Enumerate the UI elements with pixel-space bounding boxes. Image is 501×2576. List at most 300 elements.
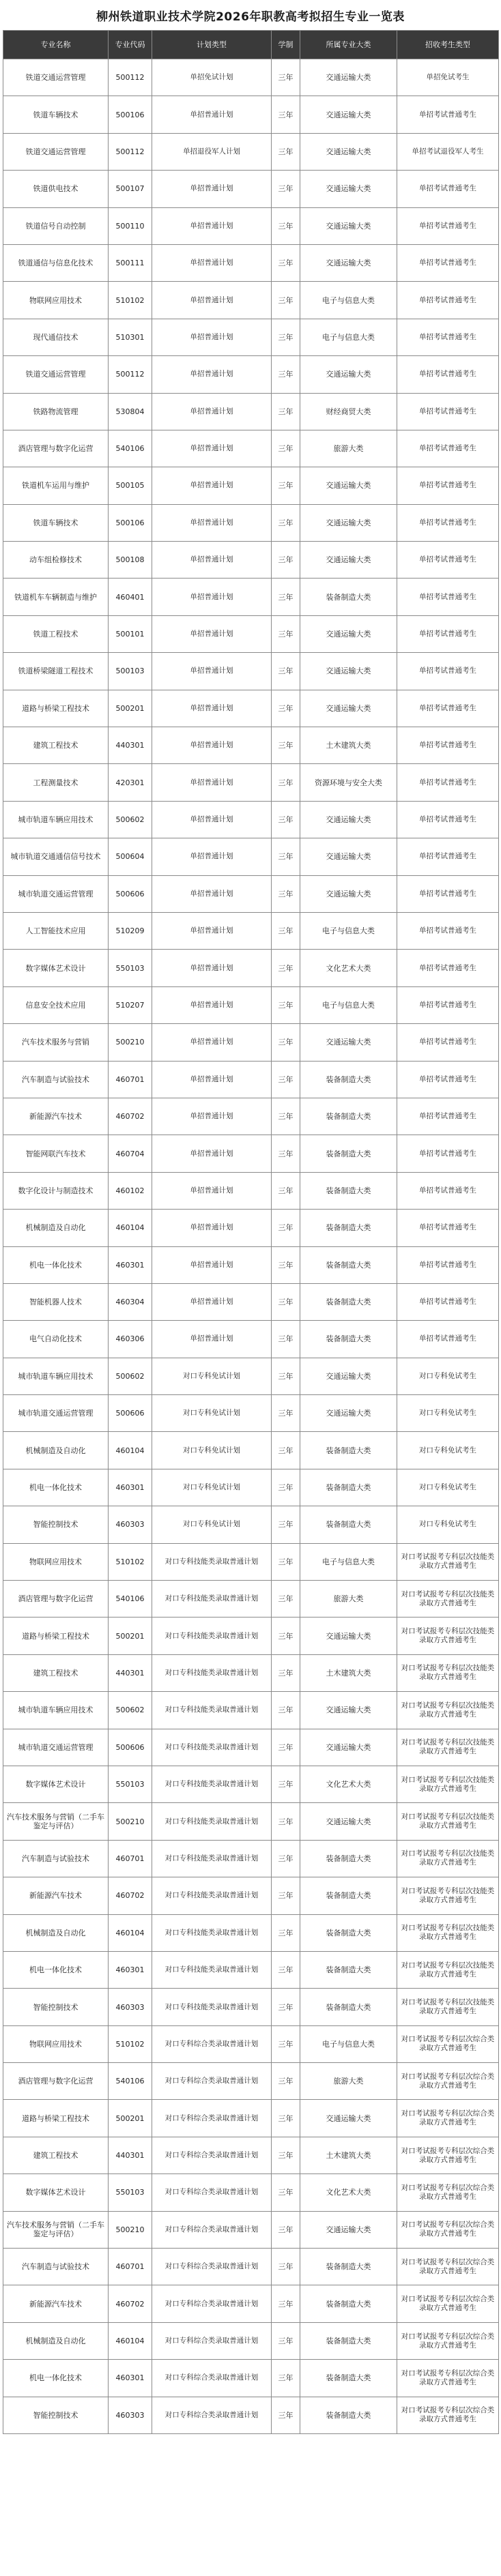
cell-plan-type: 单招普通计划 bbox=[152, 690, 272, 727]
cell-enroll-type: 单招考试普通考生 bbox=[397, 1210, 499, 1246]
table-row bbox=[3, 2322, 499, 2359]
cell-plan-type: 单招普通计划 bbox=[152, 1321, 272, 1358]
cell-category: 装备制造大类 bbox=[300, 1246, 397, 1283]
cell-enroll-type: 对口考试报考专科层次综合类录取方式普通考生 bbox=[397, 2100, 499, 2137]
table-row bbox=[3, 1358, 499, 1394]
cell-category: 装备制造大类 bbox=[300, 2322, 397, 2359]
cell-plan-type: 对口专科技能类录取普通计划 bbox=[152, 1951, 272, 1988]
cell-category: 装备制造大类 bbox=[300, 1432, 397, 1469]
cell-category: 交通运输大类 bbox=[300, 467, 397, 504]
cell-enroll-type: 单招考试退役军人考生 bbox=[397, 133, 499, 170]
cell-enroll-type: 单招考试普通考生 bbox=[397, 282, 499, 319]
cell-major-code: 500106 bbox=[109, 96, 152, 133]
cell-plan-type: 单招普通计划 bbox=[152, 1172, 272, 1209]
cell-major-name: 汽车制造与试验技术 bbox=[3, 1061, 109, 1098]
cell-plan-type: 单招普通计划 bbox=[152, 764, 272, 801]
cell-enroll-type: 对口专科免试考生 bbox=[397, 1432, 499, 1469]
cell-category: 装备制造大类 bbox=[300, 1283, 397, 1320]
cell-major-name: 城市轨道车辆应用技术 bbox=[3, 801, 109, 838]
cell-category: 装备制造大类 bbox=[300, 2360, 397, 2397]
cell-enroll-type: 对口考试报考专科层次技能类录取方式普通考生 bbox=[397, 1877, 499, 1914]
cell-plan-type: 对口专科综合类录取普通计划 bbox=[152, 2100, 272, 2137]
cell-years: 三年 bbox=[272, 2100, 300, 2137]
cell-plan-type: 单招普通计划 bbox=[152, 96, 272, 133]
cell-major-code: 460702 bbox=[109, 1098, 152, 1135]
cell-major-name: 城市轨道交通运营管理 bbox=[3, 875, 109, 912]
table-row bbox=[3, 2137, 499, 2174]
cell-major-name: 铁道机车车辆制造与维护 bbox=[3, 579, 109, 615]
cell-major-name: 铁道桥梁隧道工程技术 bbox=[3, 653, 109, 690]
cell-enroll-type: 单招考试普通考生 bbox=[397, 875, 499, 912]
cell-major-name: 铁路物流管理 bbox=[3, 393, 109, 430]
cell-years: 三年 bbox=[272, 282, 300, 319]
cell-years: 三年 bbox=[272, 2397, 300, 2433]
cell-years: 三年 bbox=[272, 1061, 300, 1098]
cell-plan-type: 单招普通计划 bbox=[152, 1024, 272, 1061]
table-row bbox=[3, 2249, 499, 2285]
cell-major-name: 铁道通信与信息化技术 bbox=[3, 244, 109, 281]
cell-years: 三年 bbox=[272, 1803, 300, 1840]
cell-years: 三年 bbox=[272, 2025, 300, 2062]
table-row bbox=[3, 1840, 499, 1877]
cell-plan-type: 对口专科综合类录取普通计划 bbox=[152, 2285, 272, 2322]
cell-years: 三年 bbox=[272, 1135, 300, 1172]
header-years: 学制 bbox=[272, 31, 300, 59]
cell-plan-type: 对口专科技能类录取普通计划 bbox=[152, 1840, 272, 1877]
cell-enroll-type: 单招考试普通考生 bbox=[397, 1098, 499, 1135]
table-row bbox=[3, 1321, 499, 1358]
cell-category: 旅游大类 bbox=[300, 430, 397, 467]
cell-enroll-type: 单招考试普通考生 bbox=[397, 96, 499, 133]
cell-major-name: 铁道交通运营管理 bbox=[3, 356, 109, 393]
table-row bbox=[3, 1766, 499, 1802]
cell-plan-type: 对口专科综合类录取普通计划 bbox=[152, 2397, 272, 2433]
table-row bbox=[3, 2397, 499, 2433]
cell-enroll-type: 单招考试普通考生 bbox=[397, 1061, 499, 1098]
cell-plan-type: 单招普通计划 bbox=[152, 1283, 272, 1320]
cell-category: 交通运输大类 bbox=[300, 96, 397, 133]
cell-major-name: 铁道机车运用与维护 bbox=[3, 467, 109, 504]
cell-category: 土木建筑大类 bbox=[300, 727, 397, 764]
header-enroll-type: 招收考生类型 bbox=[397, 31, 499, 59]
cell-years: 三年 bbox=[272, 579, 300, 615]
cell-years: 三年 bbox=[272, 1172, 300, 1209]
table-row bbox=[3, 653, 499, 690]
table-row bbox=[3, 504, 499, 541]
cell-major-name: 铁道信号自动控制 bbox=[3, 207, 109, 244]
cell-plan-type: 单招普通计划 bbox=[152, 801, 272, 838]
cell-category: 装备制造大类 bbox=[300, 579, 397, 615]
table-row bbox=[3, 1543, 499, 1580]
cell-enroll-type: 单招考试普通考生 bbox=[397, 615, 499, 652]
table-row bbox=[3, 1877, 499, 1914]
table-row bbox=[3, 875, 499, 912]
cell-major-code: 500108 bbox=[109, 542, 152, 579]
cell-years: 三年 bbox=[272, 542, 300, 579]
cell-enroll-type: 对口考试报考专科层次综合类录取方式普通考生 bbox=[397, 2322, 499, 2359]
table-row bbox=[3, 615, 499, 652]
cell-years: 三年 bbox=[272, 2174, 300, 2211]
cell-major-name: 机电一体化技术 bbox=[3, 1469, 109, 1506]
cell-enroll-type: 对口考试报考专科层次综合类录取方式普通考生 bbox=[397, 2211, 499, 2248]
cell-plan-type: 对口专科综合类录取普通计划 bbox=[152, 2174, 272, 2211]
cell-plan-type: 对口专科综合类录取普通计划 bbox=[152, 2025, 272, 2062]
cell-category: 交通运输大类 bbox=[300, 59, 397, 96]
cell-enroll-type: 单招考试普通考生 bbox=[397, 1321, 499, 1358]
cell-major-code: 460306 bbox=[109, 1321, 152, 1358]
cell-years: 三年 bbox=[272, 2211, 300, 2248]
cell-enroll-type: 单招考试普通考生 bbox=[397, 244, 499, 281]
cell-enroll-type: 对口考试报考专科层次技能类录取方式普通考生 bbox=[397, 1766, 499, 1802]
cell-category: 装备制造大类 bbox=[300, 1469, 397, 1506]
cell-plan-type: 单招普通计划 bbox=[152, 467, 272, 504]
cell-years: 三年 bbox=[272, 1692, 300, 1729]
cell-plan-type: 单招普通计划 bbox=[152, 1135, 272, 1172]
cell-years: 三年 bbox=[272, 1729, 300, 1766]
cell-plan-type: 对口专科技能类录取普通计划 bbox=[152, 1654, 272, 1691]
cell-years: 三年 bbox=[272, 1469, 300, 1506]
cell-plan-type: 单招普通计划 bbox=[152, 282, 272, 319]
cell-category: 交通运输大类 bbox=[300, 653, 397, 690]
cell-major-code: 420301 bbox=[109, 764, 152, 801]
table-row bbox=[3, 171, 499, 207]
cell-major-code: 500210 bbox=[109, 2211, 152, 2248]
cell-years: 三年 bbox=[272, 133, 300, 170]
table-row bbox=[3, 1914, 499, 1951]
cell-major-name: 铁道交通运营管理 bbox=[3, 133, 109, 170]
cell-category: 土木建筑大类 bbox=[300, 1654, 397, 1691]
cell-plan-type: 单招普通计划 bbox=[152, 504, 272, 541]
cell-enroll-type: 对口考试报考专科层次技能类录取方式普通考生 bbox=[397, 1951, 499, 1988]
cell-major-code: 460401 bbox=[109, 579, 152, 615]
table-row bbox=[3, 2174, 499, 2211]
cell-major-code: 460701 bbox=[109, 2249, 152, 2285]
cell-major-name: 道路与桥梁工程技术 bbox=[3, 1618, 109, 1654]
cell-enroll-type: 对口考试报考专科层次技能类录取方式普通考生 bbox=[397, 1543, 499, 1580]
header-name: 专业名称 bbox=[3, 31, 109, 59]
cell-years: 三年 bbox=[272, 1283, 300, 1320]
cell-years: 三年 bbox=[272, 1543, 300, 1580]
cell-major-code: 500606 bbox=[109, 1395, 152, 1432]
cell-enroll-type: 单招考试普通考生 bbox=[397, 430, 499, 467]
table-row bbox=[3, 950, 499, 986]
cell-plan-type: 对口专科技能类录取普通计划 bbox=[152, 1729, 272, 1766]
cell-category: 文化艺术大类 bbox=[300, 2174, 397, 2211]
cell-major-name: 数字媒体艺术设计 bbox=[3, 1766, 109, 1802]
cell-enroll-type: 对口考试报考专科层次综合类录取方式普通考生 bbox=[397, 2025, 499, 2062]
cell-major-code: 510207 bbox=[109, 986, 152, 1023]
cell-plan-type: 对口专科综合类录取普通计划 bbox=[152, 2360, 272, 2397]
cell-major-name: 智能控制技术 bbox=[3, 1506, 109, 1543]
cell-category: 交通运输大类 bbox=[300, 1358, 397, 1394]
cell-major-name: 信息安全技术应用 bbox=[3, 986, 109, 1023]
table-row bbox=[3, 838, 499, 875]
table-row bbox=[3, 2025, 499, 2062]
cell-enroll-type: 单招考试普通考生 bbox=[397, 356, 499, 393]
cell-category: 交通运输大类 bbox=[300, 207, 397, 244]
cell-plan-type: 对口专科综合类录取普通计划 bbox=[152, 2249, 272, 2285]
table-row bbox=[3, 319, 499, 355]
cell-years: 三年 bbox=[272, 1506, 300, 1543]
cell-category: 交通运输大类 bbox=[300, 2211, 397, 2248]
cell-years: 三年 bbox=[272, 2322, 300, 2359]
cell-major-code: 460303 bbox=[109, 1989, 152, 2025]
cell-years: 三年 bbox=[272, 801, 300, 838]
cell-years: 三年 bbox=[272, 356, 300, 393]
cell-major-name: 城市轨道交通运营管理 bbox=[3, 1395, 109, 1432]
cell-major-name: 铁道工程技术 bbox=[3, 615, 109, 652]
cell-years: 三年 bbox=[272, 96, 300, 133]
cell-years: 三年 bbox=[272, 59, 300, 96]
cell-category: 电子与信息大类 bbox=[300, 2025, 397, 2062]
cell-major-code: 500201 bbox=[109, 2100, 152, 2137]
cell-plan-type: 对口专科技能类录取普通计划 bbox=[152, 1581, 272, 1618]
table-row bbox=[3, 59, 499, 96]
cell-category: 交通运输大类 bbox=[300, 801, 397, 838]
cell-years: 三年 bbox=[272, 1914, 300, 1951]
cell-plan-type: 单招普通计划 bbox=[152, 986, 272, 1023]
table-row bbox=[3, 1729, 499, 1766]
table-row bbox=[3, 467, 499, 504]
cell-years: 三年 bbox=[272, 1654, 300, 1691]
cell-years: 三年 bbox=[272, 1210, 300, 1246]
cell-major-code: 460104 bbox=[109, 1210, 152, 1246]
cell-category: 交通运输大类 bbox=[300, 133, 397, 170]
table-row bbox=[3, 430, 499, 467]
cell-major-name: 现代通信技术 bbox=[3, 319, 109, 355]
cell-major-name: 人工智能技术应用 bbox=[3, 912, 109, 949]
cell-years: 三年 bbox=[272, 1989, 300, 2025]
cell-enroll-type: 单招考试普通考生 bbox=[397, 1283, 499, 1320]
cell-enroll-type: 单招考试普通考生 bbox=[397, 801, 499, 838]
cell-major-name: 建筑工程技术 bbox=[3, 2137, 109, 2174]
cell-major-name: 汽车技术服务与营销（二手车鉴定与评估） bbox=[3, 1803, 109, 1840]
cell-major-name: 物联网应用技术 bbox=[3, 2025, 109, 2062]
table-row bbox=[3, 393, 499, 430]
cell-plan-type: 单招普通计划 bbox=[152, 653, 272, 690]
cell-category: 电子与信息大类 bbox=[300, 282, 397, 319]
cell-enroll-type: 单招考试普通考生 bbox=[397, 950, 499, 986]
cell-enroll-type: 单招考试普通考生 bbox=[397, 319, 499, 355]
cell-years: 三年 bbox=[272, 207, 300, 244]
cell-enroll-type: 单招考试普通考生 bbox=[397, 1172, 499, 1209]
cell-plan-type: 对口专科免试计划 bbox=[152, 1432, 272, 1469]
cell-major-code: 530804 bbox=[109, 393, 152, 430]
cell-plan-type: 单招免试计划 bbox=[152, 59, 272, 96]
cell-category: 文化艺术大类 bbox=[300, 1766, 397, 1802]
cell-major-name: 工程测量技术 bbox=[3, 764, 109, 801]
cell-major-name: 铁道供电技术 bbox=[3, 171, 109, 207]
table-row bbox=[3, 1135, 499, 1172]
cell-category: 交通运输大类 bbox=[300, 1803, 397, 1840]
cell-plan-type: 单招普通计划 bbox=[152, 912, 272, 949]
table-row bbox=[3, 579, 499, 615]
cell-major-code: 500101 bbox=[109, 615, 152, 652]
cell-major-code: 500606 bbox=[109, 1729, 152, 1766]
cell-category: 旅游大类 bbox=[300, 2063, 397, 2100]
table-row bbox=[3, 1246, 499, 1283]
cell-enroll-type: 对口考试报考专科层次技能类录取方式普通考生 bbox=[397, 1914, 499, 1951]
cell-years: 三年 bbox=[272, 1581, 300, 1618]
cell-plan-type: 单招普通计划 bbox=[152, 171, 272, 207]
cell-major-name: 城市轨道车辆应用技术 bbox=[3, 1358, 109, 1394]
cell-category: 交通运输大类 bbox=[300, 542, 397, 579]
cell-years: 三年 bbox=[272, 2063, 300, 2100]
cell-major-name: 智能网联汽车技术 bbox=[3, 1135, 109, 1172]
cell-enroll-type: 对口考试报考专科层次技能类录取方式普通考生 bbox=[397, 1729, 499, 1766]
cell-major-name: 城市轨道交通运营管理 bbox=[3, 1729, 109, 1766]
cell-enroll-type: 单招免试考生 bbox=[397, 59, 499, 96]
cell-major-code: 500112 bbox=[109, 133, 152, 170]
cell-category: 交通运输大类 bbox=[300, 2100, 397, 2137]
cell-years: 三年 bbox=[272, 1766, 300, 1802]
table-row bbox=[3, 1803, 499, 1840]
cell-enroll-type: 单招考试普通考生 bbox=[397, 653, 499, 690]
cell-major-code: 500602 bbox=[109, 1692, 152, 1729]
table-row bbox=[3, 690, 499, 727]
cell-years: 三年 bbox=[272, 430, 300, 467]
cell-major-name: 机械制造及自动化 bbox=[3, 1432, 109, 1469]
cell-years: 三年 bbox=[272, 1877, 300, 1914]
table-row bbox=[3, 1432, 499, 1469]
cell-plan-type: 单招普通计划 bbox=[152, 1246, 272, 1283]
cell-plan-type: 单招普通计划 bbox=[152, 615, 272, 652]
table-row bbox=[3, 2100, 499, 2137]
cell-years: 三年 bbox=[272, 1321, 300, 1358]
cell-major-code: 440301 bbox=[109, 2137, 152, 2174]
cell-plan-type: 对口专科免试计划 bbox=[152, 1358, 272, 1394]
cell-category: 装备制造大类 bbox=[300, 1172, 397, 1209]
cell-category: 财经商贸大类 bbox=[300, 393, 397, 430]
cell-enroll-type: 对口考试报考专科层次综合类录取方式普通考生 bbox=[397, 2174, 499, 2211]
cell-plan-type: 单招普通计划 bbox=[152, 875, 272, 912]
cell-category: 装备制造大类 bbox=[300, 2285, 397, 2322]
cell-enroll-type: 单招考试普通考生 bbox=[397, 1246, 499, 1283]
table-row bbox=[3, 1061, 499, 1098]
table-row bbox=[3, 1506, 499, 1543]
cell-major-code: 500111 bbox=[109, 244, 152, 281]
cell-category: 装备制造大类 bbox=[300, 1098, 397, 1135]
cell-category: 交通运输大类 bbox=[300, 1618, 397, 1654]
cell-plan-type: 单招普通计划 bbox=[152, 1098, 272, 1135]
cell-major-code: 460301 bbox=[109, 1246, 152, 1283]
cell-major-name: 新能源汽车技术 bbox=[3, 1098, 109, 1135]
cell-category: 交通运输大类 bbox=[300, 356, 397, 393]
cell-category: 电子与信息大类 bbox=[300, 319, 397, 355]
cell-major-name: 道路与桥梁工程技术 bbox=[3, 2100, 109, 2137]
cell-plan-type: 对口专科技能类录取普通计划 bbox=[152, 1766, 272, 1802]
table-row bbox=[3, 1469, 499, 1506]
cell-category: 电子与信息大类 bbox=[300, 912, 397, 949]
cell-plan-type: 单招普通计划 bbox=[152, 950, 272, 986]
table-row bbox=[3, 1024, 499, 1061]
cell-major-name: 机械制造及自动化 bbox=[3, 2322, 109, 2359]
table-row bbox=[3, 1654, 499, 1691]
cell-major-code: 460303 bbox=[109, 1506, 152, 1543]
cell-major-name: 铁道车辆技术 bbox=[3, 96, 109, 133]
cell-major-code: 460104 bbox=[109, 2322, 152, 2359]
cell-major-code: 500201 bbox=[109, 1618, 152, 1654]
cell-major-code: 540106 bbox=[109, 2063, 152, 2100]
cell-plan-type: 单招普通计划 bbox=[152, 319, 272, 355]
header-code: 专业代码 bbox=[109, 31, 152, 59]
cell-major-code: 500210 bbox=[109, 1024, 152, 1061]
cell-major-name: 动车组检修技术 bbox=[3, 542, 109, 579]
cell-major-name: 机械制造及自动化 bbox=[3, 1210, 109, 1246]
cell-enroll-type: 单招考试普通考生 bbox=[397, 727, 499, 764]
cell-major-name: 城市轨道车辆应用技术 bbox=[3, 1692, 109, 1729]
cell-category: 交通运输大类 bbox=[300, 615, 397, 652]
header-category: 所属专业大类 bbox=[300, 31, 397, 59]
cell-major-name: 机电一体化技术 bbox=[3, 1246, 109, 1283]
cell-major-name: 数字媒体艺术设计 bbox=[3, 2174, 109, 2211]
cell-enroll-type: 对口考试报考专科层次综合类录取方式普通考生 bbox=[397, 2397, 499, 2433]
cell-years: 三年 bbox=[272, 467, 300, 504]
table-row bbox=[3, 1618, 499, 1654]
cell-major-code: 460304 bbox=[109, 1283, 152, 1320]
cell-major-code: 500201 bbox=[109, 690, 152, 727]
cell-years: 三年 bbox=[272, 615, 300, 652]
cell-major-code: 540106 bbox=[109, 430, 152, 467]
cell-years: 三年 bbox=[272, 1432, 300, 1469]
cell-major-code: 510102 bbox=[109, 282, 152, 319]
cell-years: 三年 bbox=[272, 1951, 300, 1988]
cell-enroll-type: 单招考试普通考生 bbox=[397, 690, 499, 727]
cell-enroll-type: 对口考试报考专科层次技能类录取方式普通考生 bbox=[397, 1692, 499, 1729]
cell-major-name: 道路与桥梁工程技术 bbox=[3, 690, 109, 727]
cell-years: 三年 bbox=[272, 1098, 300, 1135]
cell-plan-type: 对口专科技能类录取普通计划 bbox=[152, 1543, 272, 1580]
cell-years: 三年 bbox=[272, 727, 300, 764]
cell-plan-type: 对口专科免试计划 bbox=[152, 1395, 272, 1432]
cell-major-code: 460104 bbox=[109, 1914, 152, 1951]
cell-category: 交通运输大类 bbox=[300, 690, 397, 727]
table-row bbox=[3, 356, 499, 393]
cell-enroll-type: 对口专科免试考生 bbox=[397, 1506, 499, 1543]
cell-major-code: 500103 bbox=[109, 653, 152, 690]
cell-category: 交通运输大类 bbox=[300, 838, 397, 875]
cell-category: 旅游大类 bbox=[300, 1581, 397, 1618]
cell-enroll-type: 对口专科免试考生 bbox=[397, 1395, 499, 1432]
cell-category: 装备制造大类 bbox=[300, 1321, 397, 1358]
cell-plan-type: 对口专科技能类录取普通计划 bbox=[152, 1914, 272, 1951]
cell-major-code: 510102 bbox=[109, 1543, 152, 1580]
cell-enroll-type: 对口考试报考专科层次技能类录取方式普通考生 bbox=[397, 1803, 499, 1840]
cell-plan-type: 单招退役军人计划 bbox=[152, 133, 272, 170]
cell-years: 三年 bbox=[272, 1840, 300, 1877]
cell-enroll-type: 单招考试普通考生 bbox=[397, 986, 499, 1023]
cell-major-code: 460301 bbox=[109, 2360, 152, 2397]
table-row bbox=[3, 1283, 499, 1320]
cell-major-name: 汽车制造与试验技术 bbox=[3, 2249, 109, 2285]
cell-major-code: 510301 bbox=[109, 319, 152, 355]
cell-major-name: 建筑工程技术 bbox=[3, 1654, 109, 1691]
cell-enroll-type: 单招考试普通考生 bbox=[397, 579, 499, 615]
cell-major-code: 460102 bbox=[109, 1172, 152, 1209]
table-row bbox=[3, 2285, 499, 2322]
cell-plan-type: 单招普通计划 bbox=[152, 393, 272, 430]
cell-major-name: 物联网应用技术 bbox=[3, 1543, 109, 1580]
table-body bbox=[3, 59, 499, 2434]
cell-years: 三年 bbox=[272, 950, 300, 986]
cell-major-code: 510102 bbox=[109, 2025, 152, 2062]
cell-category: 交通运输大类 bbox=[300, 1395, 397, 1432]
cell-major-code: 460701 bbox=[109, 1840, 152, 1877]
cell-category: 文化艺术大类 bbox=[300, 950, 397, 986]
cell-major-name: 酒店管理与数字化运营 bbox=[3, 430, 109, 467]
cell-plan-type: 单招普通计划 bbox=[152, 727, 272, 764]
cell-major-name: 汽车技术服务与营销（二手车鉴定与评估） bbox=[3, 2211, 109, 2248]
